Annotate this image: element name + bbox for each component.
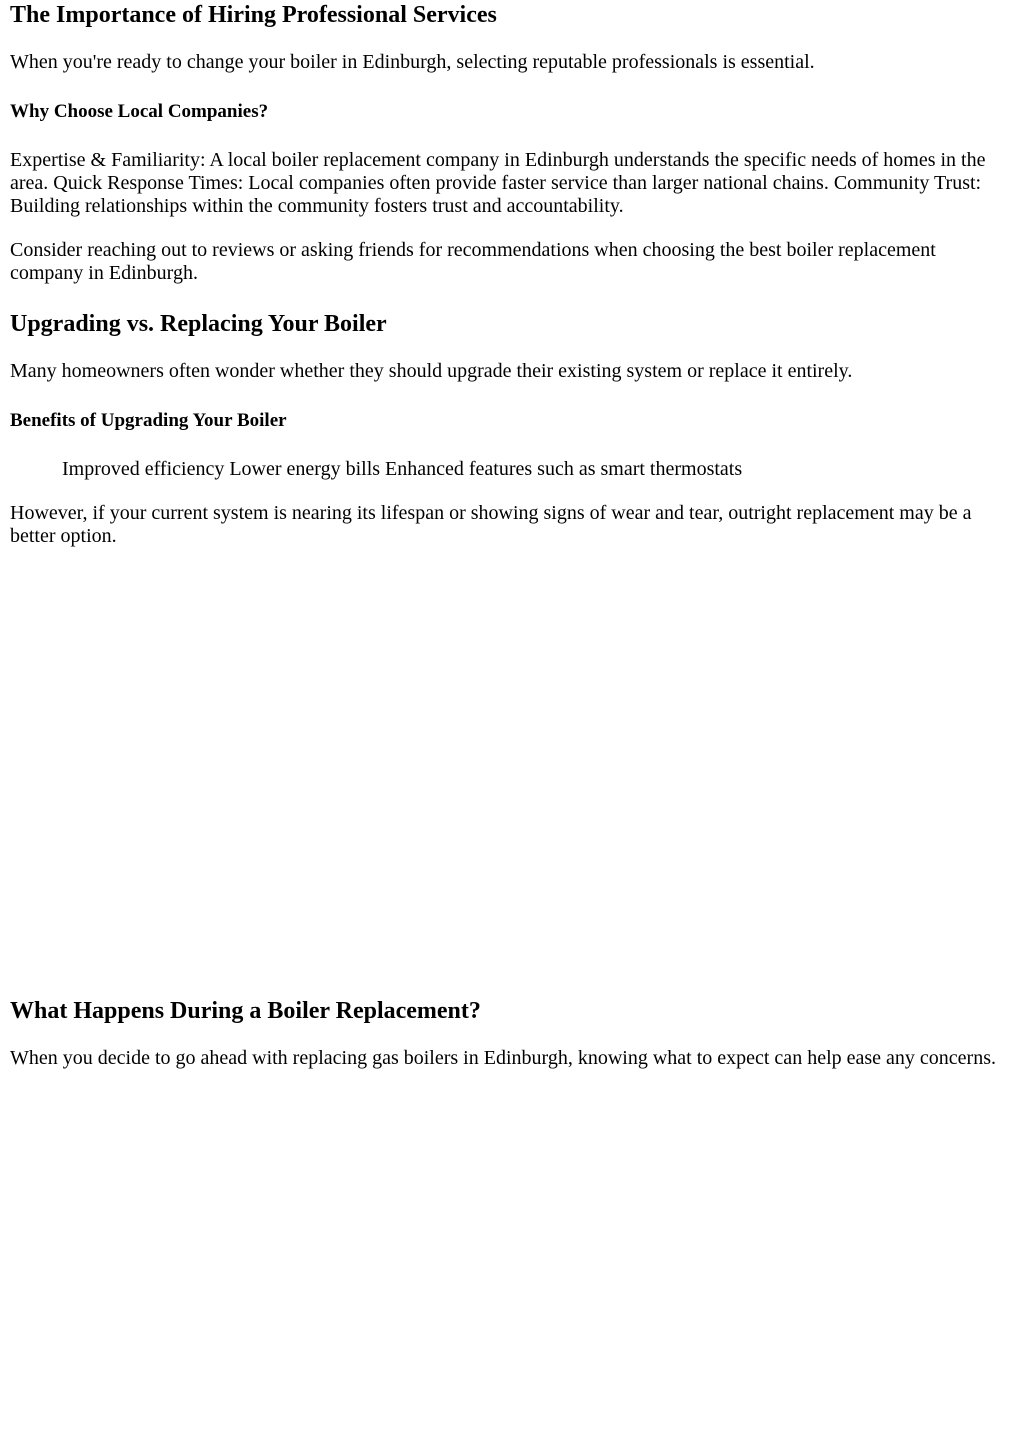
- heading-upgrading-vs-replacing: Upgrading vs. Replacing Your Boiler: [10, 311, 387, 337]
- paragraph-reviews-recommendation: Consider reaching out to reviews or asking friends for recommendations when choosing the best boiler replacement company in Edinburgh.: [10, 239, 936, 284]
- paragraph-replacement-expectations: When you decide to go ahead with replacing gas boilers in Edinburgh, knowing what to expect can help ease any concerns.: [10, 1047, 996, 1069]
- heading-importance-of-professional-services: The Importance of Hiring Professional Services: [10, 2, 497, 28]
- heading-what-happens-during-replacement: What Happens During a Boiler Replacement?: [10, 998, 481, 1024]
- heading-benefits-of-upgrading: Benefits of Upgrading Your Boiler: [10, 410, 287, 431]
- paragraph-local-companies: Expertise & Familiarity: A local boiler replacement company in Edinburgh understands the specific needs of homes in the area. Quick Response Times: Local companies often provide faster service than larger national chains. Community Trust: Building relationships within the community fosters trust and accountability.: [10, 149, 986, 217]
- paragraph-upgrade-intro: Many homeowners often wonder whether they should upgrade their existing system or replace it entirely.: [10, 360, 853, 382]
- paragraph-intro: When you're ready to change your boiler in Edinburgh, selecting reputable professionals is essential.: [10, 51, 815, 73]
- paragraph-replacement-option: However, if your current system is nearing its lifespan or showing signs of wear and tear, outright replacement may be a better option.: [10, 502, 972, 547]
- benefits-list: Improved efficiency Lower energy bills Enhanced features such as smart thermostats: [62, 458, 743, 480]
- heading-why-choose-local-companies: Why Choose Local Companies?: [10, 101, 269, 122]
